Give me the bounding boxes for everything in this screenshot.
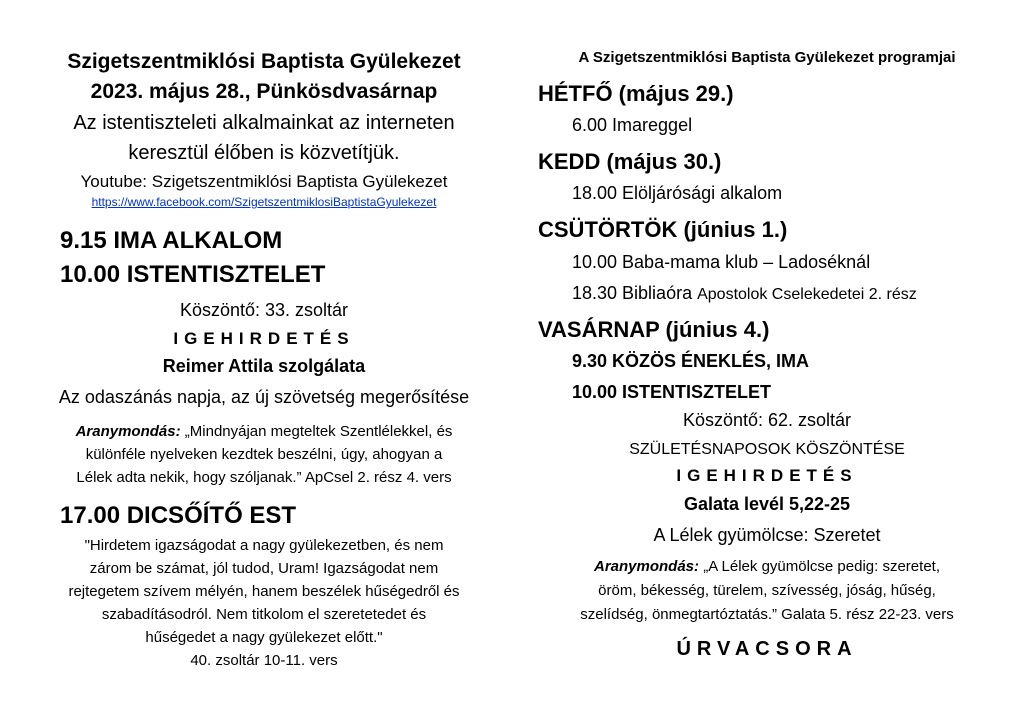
golden-verse-line-1 xyxy=(20,424,508,441)
intro-line-2: keresztül élőben is közvetítjük. xyxy=(128,142,400,164)
quote-line-5: hűségedet a nagy gyülekezet előtt." xyxy=(145,629,383,646)
thursday-item-2 xyxy=(572,284,917,304)
youtube-text: Youtube: Szigetszentmiklósi Baptista Gyülekezet xyxy=(80,172,448,191)
sunday-golden-verse-line-2: öröm, békesség, türelem, szívesség, jóság, hűség, xyxy=(598,582,936,599)
sunday-golden-verse-text: „A Lélek gyümölcse pedig: szeretet, xyxy=(699,558,940,575)
golden-verse-line-2: különféle nyelveken kezdtek beszélni, úgy, ahogyan a xyxy=(85,446,443,463)
birthday-greeting: SZÜLETÉSNAPOSOK KÖSZÖNTÉSE xyxy=(629,441,905,458)
dedication-text: Az odaszánás napja, az új szövetség megerősítése xyxy=(58,387,470,407)
sunday-item-2: 10.00 ISTENTISZTELET xyxy=(572,382,772,402)
bible-study-label: 18.30 Bibliaóra xyxy=(572,283,698,303)
church-name: Szigetszentmiklósi Baptista Gyülekezet xyxy=(67,50,461,73)
golden-verse-text: „Mindnyájan megteltek Szentlélekkel, és xyxy=(180,423,453,440)
programs-title: A Szigetszentmiklósi Baptista Gyülekezet programjai xyxy=(578,49,956,66)
preacher: Reimer Attila szolgálata xyxy=(162,356,366,376)
tuesday-heading: KEDD (május 30.) xyxy=(538,149,722,174)
prayer-heading: 9.15 IMA ALKALOM xyxy=(60,227,283,254)
quote-line-3: rejtegetem szívem mélyén, hanem beszélek hűségedről és xyxy=(68,583,460,600)
sunday-golden-verse-line-1 xyxy=(522,559,1012,576)
bible-study-topic: Apostolok Cselekedetei 2. rész xyxy=(697,286,917,303)
golden-verse-label: Aranymondás: xyxy=(75,423,181,440)
sermon-topic: A Lélek gyümölcse: Szeretet xyxy=(653,525,881,545)
sunday-item-1: 9.30 KÖZÖS ÉNEKLÉS, IMA xyxy=(572,351,810,371)
sunday-greeting-psalm: Köszöntő: 62. zsoltár xyxy=(682,410,852,430)
sunday-golden-verse-label: Aranymondás: xyxy=(594,558,700,575)
quote-reference: 40. zsoltár 10-11. vers xyxy=(190,652,338,669)
sermon-heading: IGEHIRDETÉS xyxy=(173,329,355,348)
facebook-link[interactable]: https://www.facebook.com/SzigetszentmiklosiBaptistaGyulekezet xyxy=(91,195,437,209)
service-date: 2023. május 28., Pünkösdvasárnap xyxy=(90,80,438,103)
sunday-golden-verse-line-3: szelídség, önmegtartóztatás.” Galata 5. rész 22-23. vers xyxy=(580,606,954,623)
thursday-heading: CSÜTÖRTÖK (június 1.) xyxy=(538,217,788,242)
golden-verse-line-3: Lélek adta nekik, hogy szóljanak.” ApCsel 2. rész 4. vers xyxy=(76,469,452,486)
communion-heading: ÚRVACSORA xyxy=(676,638,858,660)
sermon-passage: Galata levél 5,22-25 xyxy=(683,494,851,514)
tuesday-item-1: 18.00 Elöljárósági alkalom xyxy=(572,183,783,203)
worship-evening-heading: 17.00 DICSŐÍTŐ EST xyxy=(60,502,297,529)
sunday-heading: VASÁRNAP (június 4.) xyxy=(538,317,770,342)
greeting-psalm: Köszöntő: 33. zsoltár xyxy=(179,300,349,320)
quote-line-4: szabadításodról. Nem titkolom el szeretetedet és xyxy=(101,606,427,623)
service-heading: 10.00 ISTENTISZTELET xyxy=(60,261,326,288)
sunday-sermon-heading: IGEHIRDETÉS xyxy=(676,466,858,485)
monday-item-1: 6.00 Imareggel xyxy=(572,115,693,135)
quote-line-1: "Hirdetem igazságodat a nagy gyülekezetben, és nem xyxy=(84,537,444,554)
intro-line-1: Az istentiszteleti alkalmainkat az interneten xyxy=(73,112,455,134)
quote-line-2: zárom be számat, jól tudod, Uram! Igazságodat nem xyxy=(89,560,439,577)
monday-heading: HÉTFŐ (május 29.) xyxy=(538,81,734,106)
thursday-item-1: 10.00 Baba-mama klub – Ladoséknál xyxy=(572,252,871,272)
